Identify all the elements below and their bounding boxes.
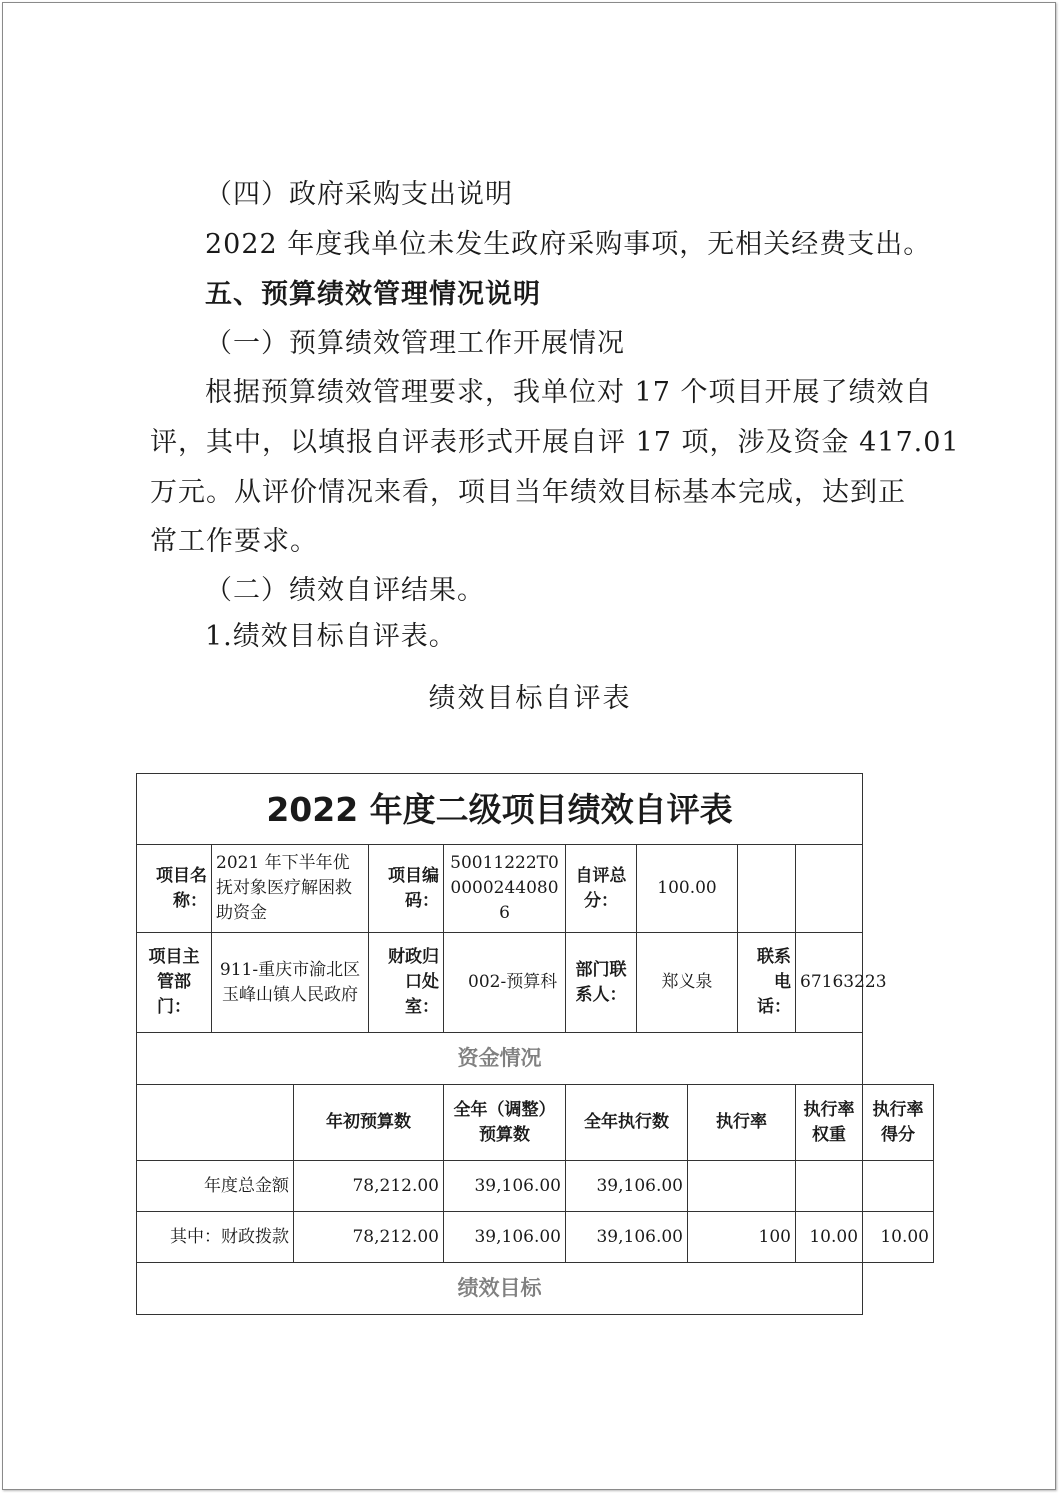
row-rate	[688, 1161, 796, 1212]
phone: 67163223	[796, 933, 863, 1033]
col-exec-weight: 执行率权重	[796, 1085, 863, 1161]
project-code: 50011222T000002440806	[444, 845, 566, 933]
table-row	[137, 1212, 934, 1263]
evaluation-table	[136, 773, 934, 1315]
phone-label: 联系电话：	[738, 933, 796, 1033]
dept-label: 项目主管部门：	[137, 933, 212, 1033]
finance-office-label: 财政归口处室：	[369, 933, 444, 1033]
project-code-label: 项目编码：	[369, 845, 444, 933]
section5-heading: 五、预算绩效管理情况说明	[205, 279, 541, 310]
finance-office: 002-预算科	[444, 933, 566, 1033]
row-label: 年度总金额	[137, 1161, 294, 1212]
col-exec-rate: 执行率	[688, 1085, 796, 1161]
sub1-line1: 根据预算绩效管理要求，我单位对 17 个项目开展了绩效自	[205, 377, 933, 408]
contact: 郑义泉	[637, 933, 738, 1033]
sub1-line4: 常工作要求。	[150, 526, 318, 557]
row-adjusted: 39,106.00	[444, 1161, 566, 1212]
table-title: 2022 年度二级项目绩效自评表	[137, 774, 863, 845]
row-executed: 39,106.00	[566, 1212, 688, 1263]
row-initial: 78,212.00	[294, 1212, 444, 1263]
col-initial-budget: 年初预算数	[294, 1085, 444, 1161]
project-name: 2021 年下半年优抚对象医疗解困救助资金	[212, 845, 369, 933]
row-score: 10.00	[863, 1212, 934, 1263]
row-executed: 39,106.00	[566, 1161, 688, 1212]
col-executed: 全年执行数	[566, 1085, 688, 1161]
row-rate: 100	[688, 1212, 796, 1263]
sub2-heading: （二）绩效自评结果。	[205, 575, 485, 606]
sub1-line2: 评，其中，以填报自评表形式开展自评 17 项，涉及资金 417.01	[150, 427, 960, 458]
col-exec-score: 执行率得分	[863, 1085, 934, 1161]
para1-text: 2022 年度我单位未发生政府采购事项，无相关经费支出。	[205, 229, 932, 260]
sub1-heading: （一）预算绩效管理工作开展情况	[205, 328, 625, 359]
table-row	[137, 1161, 934, 1212]
self-score-label: 自评总分：	[566, 845, 637, 933]
table-caption: 绩效目标自评表	[428, 683, 632, 714]
row-label: 其中：财政拨款	[137, 1212, 294, 1263]
funds-section-heading: 资金情况	[137, 1033, 863, 1085]
row-weight: 10.00	[796, 1212, 863, 1263]
project-name-label: 项目名称：	[137, 845, 212, 933]
row-adjusted: 39,106.00	[444, 1212, 566, 1263]
sub1-line3: 万元。从评价情况来看，项目当年绩效目标基本完成，达到正	[150, 477, 906, 508]
goals-section-heading: 绩效目标	[137, 1263, 863, 1315]
row-initial: 78,212.00	[294, 1161, 444, 1212]
dept: 911-重庆市渝北区玉峰山镇人民政府	[212, 933, 369, 1033]
para1-heading: （四）政府采购支出说明	[205, 179, 513, 210]
contact-label: 部门联系人：	[566, 933, 637, 1033]
item1: 1.绩效目标自评表。	[205, 621, 457, 652]
row-score	[863, 1161, 934, 1212]
col-adjusted-budget: 全年（调整）预算数	[444, 1085, 566, 1161]
self-score: 100.00	[637, 845, 738, 933]
row-weight	[796, 1161, 863, 1212]
